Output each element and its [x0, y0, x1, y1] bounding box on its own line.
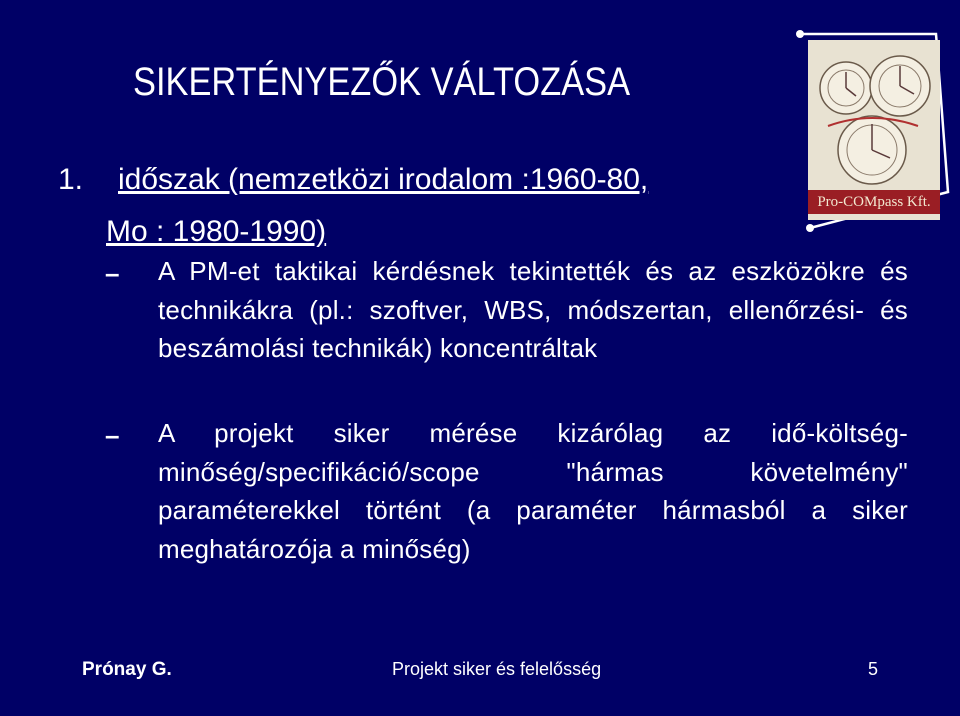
- bullet-2-dash: –: [105, 420, 120, 450]
- heading-line-1: időszak (nemzetközi irodalom :1960-80,: [118, 163, 649, 196]
- footer-author: Prónay G.: [82, 659, 172, 680]
- slide-title: SIKERTÉNYEZŐK VÁLTOZÁSA: [133, 60, 631, 104]
- bullet-2-text: A projekt siker mérése kizárólag az idő-költség-minőség/specifikáció/scope "hármas követelmény" paraméterekkel történt (a paraméter hármasból a siker meghatározója a minőség): [158, 418, 908, 564]
- compass-clock-icon: [808, 40, 940, 190]
- page-number: 5: [868, 659, 879, 679]
- bullet-1-text: A PM-et taktikai kérdésnek tekintették és az eszközökre és technikákra (pl.: szoftver, WBS, módszertan, ellenőrzési- és beszámolási technikák) koncentráltak: [158, 256, 908, 363]
- footer-title: Projekt siker és felelősség: [392, 659, 602, 679]
- heading-line-2: Mo : 1980-1990): [106, 215, 327, 248]
- company-logo: [790, 22, 960, 242]
- bullet-1-dash: –: [105, 258, 120, 288]
- logo-text: Pro-COMpass Kft.: [817, 194, 931, 210]
- heading-number: 1.: [58, 163, 84, 196]
- logo-image: [808, 40, 940, 220]
